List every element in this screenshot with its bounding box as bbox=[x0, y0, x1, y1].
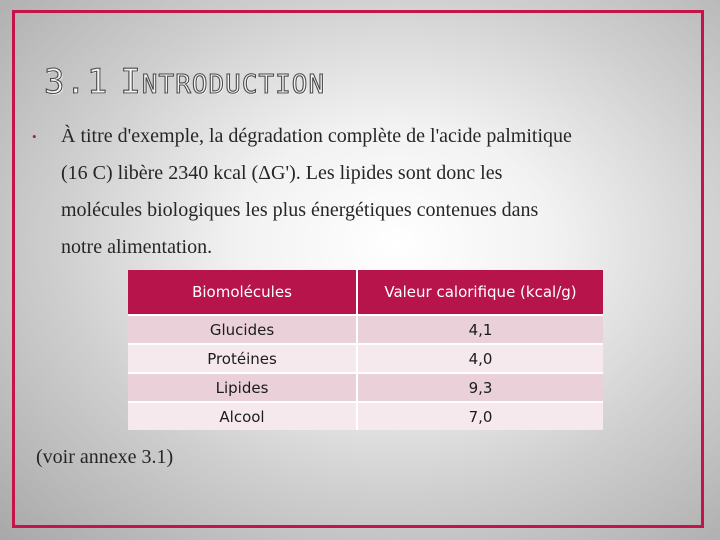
bullet-paragraph bbox=[30, 118, 680, 266]
header-biomolecules: Biomolécules bbox=[128, 270, 357, 315]
title-rest: NTRODUCTION bbox=[141, 70, 326, 100]
cell-biomolecule: Glucides bbox=[128, 315, 357, 344]
slide-title bbox=[44, 62, 325, 102]
cell-value: 9,3 bbox=[357, 373, 603, 402]
table-row bbox=[128, 315, 603, 344]
annex-reference: (voir annexe 3.1) bbox=[36, 446, 174, 468]
cell-biomolecule: Lipides bbox=[128, 373, 357, 402]
table-row bbox=[128, 344, 603, 373]
header-calorific-value: Valeur calorifique (kcal/g) bbox=[357, 270, 603, 315]
table-row bbox=[128, 402, 603, 430]
calorific-value-table bbox=[128, 270, 603, 430]
bullet-text-line: (16 C) libère 2340 kcal (ΔG'). Les lipides sont donc les bbox=[61, 162, 503, 184]
cell-biomolecule: Alcool bbox=[128, 402, 357, 430]
bullet-dot-icon: • bbox=[32, 129, 37, 144]
cell-biomolecule: Protéines bbox=[128, 344, 357, 373]
bullet-text-line: À titre d'exemple, la dégradation complète de l'acide palmitique bbox=[61, 125, 572, 147]
bullet-text-line: molécules biologiques les plus énergétiques contenues dans bbox=[61, 199, 539, 221]
table-header-row bbox=[128, 270, 603, 315]
bullet-text-line: notre alimentation. bbox=[61, 236, 213, 258]
bullet-line-4 bbox=[30, 229, 680, 266]
title-first-letter: I bbox=[120, 62, 142, 102]
bullet-line-3 bbox=[30, 192, 680, 229]
cell-value: 4,1 bbox=[357, 315, 603, 344]
cell-value: 7,0 bbox=[357, 402, 603, 430]
title-number: 3.1 bbox=[44, 62, 109, 102]
bullet-line-1 bbox=[30, 118, 680, 155]
bullet-line-2 bbox=[30, 155, 680, 192]
table-row bbox=[128, 373, 603, 402]
cell-value: 4,0 bbox=[357, 344, 603, 373]
